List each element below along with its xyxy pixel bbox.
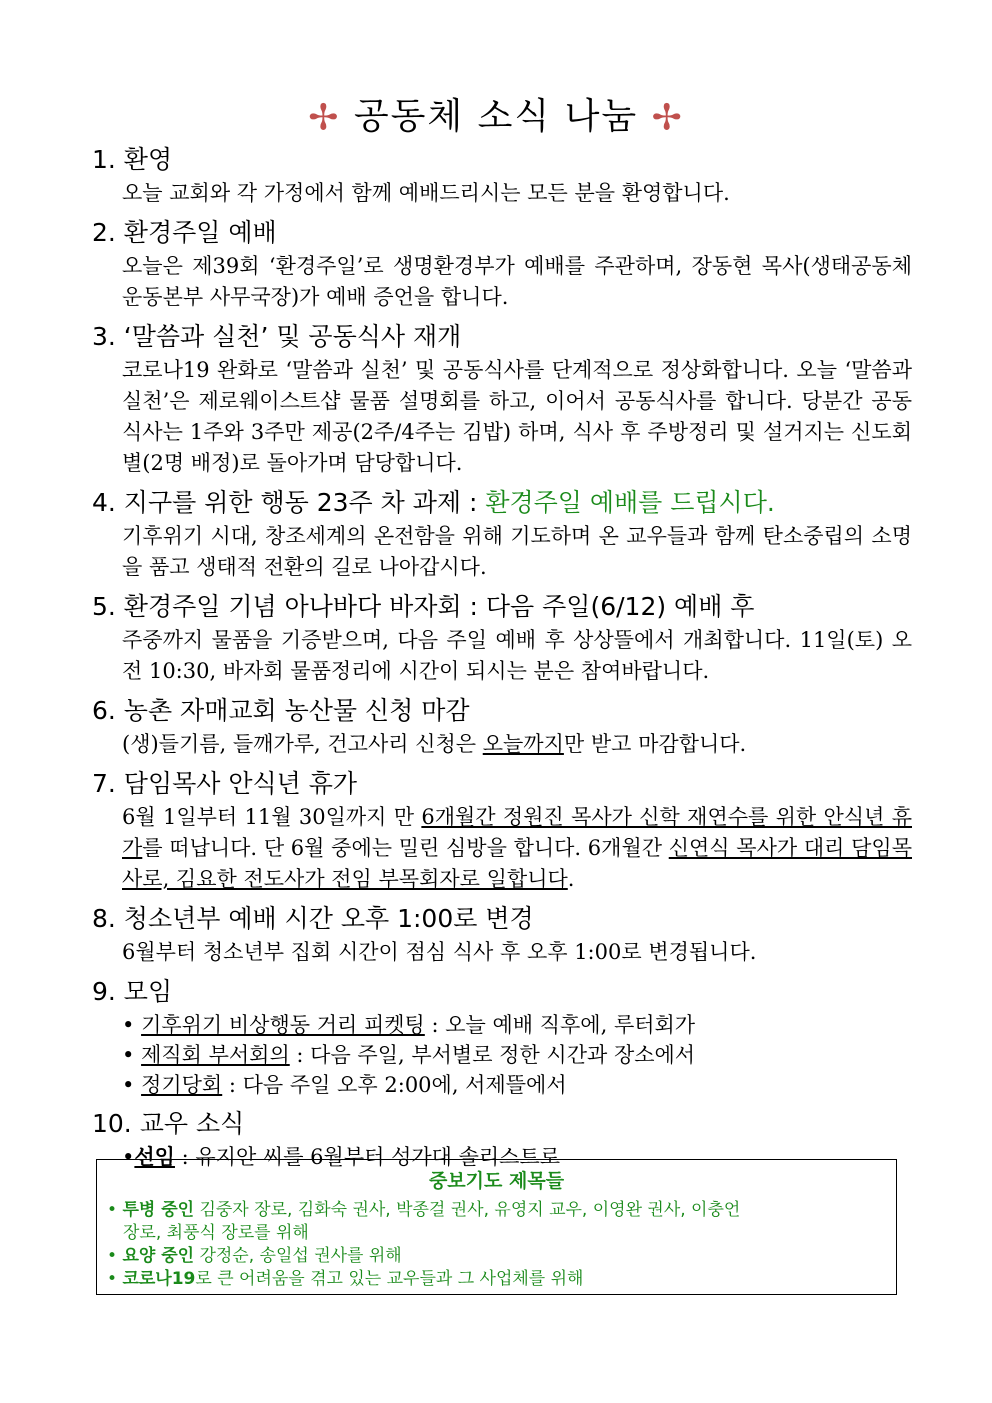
body-text: . — [567, 867, 575, 891]
bullet-item: • 제직회 부서회의 : 다음 주일, 부서별로 정한 시간과 장소에서 — [122, 1043, 696, 1067]
prayer-line: • 투병 중인 김중자 장로, 김화숙 권사, 박종걸 권사, 유영지 교우, 이영완 권사, 이충언 — [107, 1200, 741, 1220]
prayer-box — [96, 1159, 897, 1295]
bullet-item: •선임 : 유지안 씨를 6월부터 성가대 솔리스트로 — [122, 1144, 561, 1169]
item-heading-highlight: 환경주일 예배를 드립시다. — [485, 488, 775, 517]
underlined-text: 제직회 부서회의 — [141, 1043, 290, 1067]
news-item — [92, 319, 912, 479]
news-item — [92, 485, 912, 583]
underlined-text: 오늘까지 — [482, 732, 564, 756]
cross-icon: ✢ — [651, 97, 684, 139]
page-title-text: 공동체 소식 나눔 — [353, 96, 639, 137]
prayer-line-continued: 장로, 최풍식 장로를 위해 — [123, 1223, 309, 1243]
prayer-line: • 요양 중인 강정순, 송일섭 권사를 위해 — [107, 1246, 402, 1266]
item-heading: 7. 담임목사 안식년 휴가 — [92, 769, 358, 798]
item-body: 오늘 교회와 각 가정에서 함께 예배드리시는 모든 분을 환영합니다. — [122, 181, 730, 205]
body-text: (생)들기름, 들깨가루, 건고사리 신청은 — [122, 732, 483, 756]
bullet-text: : 다음 주일, 부서별로 정한 시간과 장소에서 — [289, 1043, 696, 1067]
item-heading: 9. 모임 — [92, 977, 173, 1006]
bullet-text: : 다음 주일 오후 2:00에, 서제뜰에서 — [222, 1073, 567, 1097]
underlined-text: 6개월간 정원진 목사가 신학 재연수를 위한 안식년 휴가 — [122, 805, 912, 860]
underlined-text: 정기당회 — [141, 1073, 223, 1097]
page-title — [0, 88, 992, 139]
underlined-text: 신연식 목사가 대리 담임목사로, 김요한 전도사가 전임 부목회자로 일합니다 — [122, 836, 912, 891]
underlined-text: 선임 — [134, 1144, 175, 1169]
bullet-text: : 유지안 씨를 6월부터 성가대 솔리스트로 — [174, 1145, 561, 1169]
bullet-item: • 정기당회 : 다음 주일 오후 2:00에, 서제뜰에서 — [122, 1073, 567, 1097]
prayer-text: 강정순, 송일섭 권사를 위해 — [194, 1246, 402, 1266]
item-heading: 2. 환경주일 예배 — [92, 218, 277, 247]
news-item — [92, 589, 912, 687]
item-body: 기후위기 시대, 창조세계의 온전함을 위해 기도하며 온 교우들과 함께 탄소중립의 소명을 품고 생태적 전환의 길로 나아갑시다. — [122, 524, 912, 579]
cross-icon: ✢ — [308, 97, 341, 139]
prayer-label: 코로나19 — [122, 1269, 196, 1289]
item-heading-text: 4. 지구를 위한 행동 23주 차 과제 : — [92, 488, 486, 517]
prayer-line: • 코로나19로 큰 어려움을 겪고 있는 교우들과 그 사업체를 위해 — [107, 1269, 584, 1289]
bullet-text: : 오늘 예배 직후에, 루터회가 — [424, 1013, 696, 1037]
item-heading: 10. 교우 소식 — [92, 1109, 245, 1138]
bullet-item: • 기후위기 비상행동 거리 피켓팅 : 오늘 예배 직후에, 루터회가 — [122, 1013, 696, 1037]
body-text: 6월 1일부터 11월 30일까지 만 — [122, 805, 422, 829]
body-text: 를 떠납니다. 단 6월 중에는 밀린 심방을 합니다. 6개월간 — [142, 836, 669, 860]
item-heading: 3. ‘말씀과 실천’ 및 공동식사 재개 — [92, 322, 462, 351]
news-item — [92, 142, 912, 209]
item-heading: 1. 환영 — [92, 145, 173, 174]
item-body: 주중까지 물품을 기증받으며, 다음 주일 예배 후 상상뜰에서 개최합니다. 11일(토) 오전 10:30, 바자회 물품정리에 시간이 되시는 분은 참여바랍니다. — [122, 628, 912, 683]
body-text: 만 받고 마감합니다. — [563, 732, 747, 756]
item-heading — [92, 485, 912, 521]
item-body — [92, 729, 912, 760]
item-body: 코로나19 완화로 ‘말씀과 실천’ 및 공동식사를 단계적으로 정상화합니다. 오늘 ‘말씀과 실천’은 제로웨이스트샵 물품 설명회를 하고, 이어서 공동식사를 합니다. 당분간 공동식사는 1주와 3주만 제공(2주/4주는 김밥) 하며, 식사 후 주방정리 및 설거지는 신도회별(2명 배정)로 돌아가며 담당합니다. — [122, 358, 912, 475]
news-item — [92, 215, 912, 313]
prayer-text: 로 큰 어려움을 겪고 있는 교우들과 그 사업체를 위해 — [195, 1269, 584, 1289]
news-item — [92, 974, 912, 1100]
item-heading: 6. 농촌 자매교회 농산물 신청 마감 — [92, 696, 470, 725]
item-body: 오늘은 제39회 ‘환경주일’로 생명환경부가 예배를 주관하며, 장동현 목사(생태공동체운동본부 사무국장)가 예배 증언을 합니다. — [122, 254, 912, 309]
prayer-label: 투병 중인 — [122, 1200, 195, 1220]
prayer-title: 중보기도 제목들 — [428, 1170, 565, 1192]
item-body: 6월부터 청소년부 집회 시간이 점심 식사 후 오후 1:00로 변경됩니다. — [122, 940, 757, 964]
item-heading: 8. 청소년부 예배 시간 오후 1:00로 변경 — [92, 904, 534, 933]
item-body — [92, 802, 912, 895]
underlined-text: 기후위기 비상행동 거리 피켓팅 — [141, 1013, 425, 1037]
item-heading: 5. 환경주일 기념 아나바다 바자회 : 다음 주일(6/12) 예배 후 — [92, 592, 755, 621]
news-list — [92, 142, 912, 1178]
news-item — [92, 901, 912, 968]
news-item — [92, 766, 912, 895]
prayer-label: 요양 중인 — [122, 1246, 195, 1266]
news-item — [92, 693, 912, 760]
prayer-text: 김중자 장로, 김화숙 권사, 박종걸 권사, 유영지 교우, 이영완 권사, 이충언 — [194, 1200, 741, 1220]
